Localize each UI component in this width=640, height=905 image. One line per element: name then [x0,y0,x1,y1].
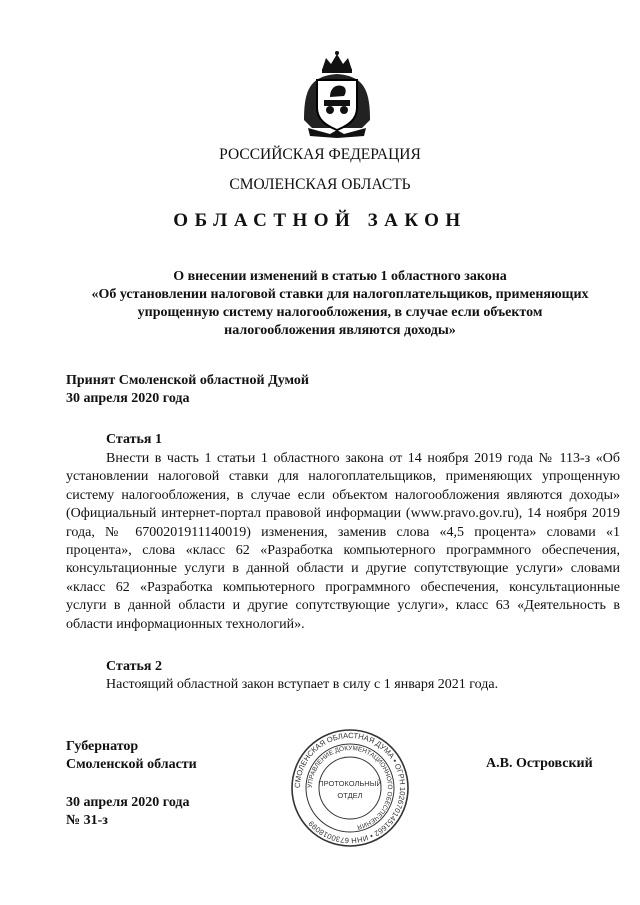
subject-line: «Об установлении налоговой ставки для налогоплательщиков, применяющих [91,287,589,302]
signatory-name: А.В. Островский [486,756,593,771]
stamp-ring-text: СМОЛЕНСКАЯ ОБЛАСТНАЯ ДУМА • ОГРН 1026701451662 • ИНН 6730018099 [292,730,408,846]
stamp-center-line: ОТДЕЛ [337,791,363,800]
stamp-inner-ring-text: УПРАВЛЕНИЕ ДОКУМЕНТАЦИОННОГО ОБЕСПЕЧЕНИЯ [306,744,394,831]
article-2-text: Настоящий областной закон вступает в силу с 1 января 2021 года. [106,677,499,692]
article-1-text: Внести в часть 1 статьи 1 областного закона от 14 ноября 2019 года № 113-з «Об установлении налоговой ставки для налогоплательщиков, применяющих упрощенную систему налогообложения, в случае если объектом налогообложения являются доходы» (Официальный интернет-портал правовой информации (www.pravo.gov.ru), 14 ноября 2019 года, № 6700201911140019) изменения, заменив слова «4,5 процента» словами «1 процента», слова «класс 62 «Разработка компьютерного программного обеспечения, консультационные услуги в данной области и другие сопутствующие услуги» словами «класс 62 «Разработка компьютерного программного обеспечения, консультационные услуги в данной области и другие сопутствующие услуги», класс 63 «Деятельность в области информационных технологий». [66,451,620,632]
signatory-title-line: Смоленской области [66,757,197,772]
adoption-date: 30 апреля 2020 года [66,391,190,406]
signatory-title [66,738,197,774]
law-subject [60,268,620,340]
adoption-line: Принят Смоленской областной Думой [66,373,309,388]
region-heading: СМОЛЕНСКАЯ ОБЛАСТЬ [229,176,411,193]
law-date: 30 апреля 2020 года [66,795,190,810]
subject-line: О внесении изменений в статью 1 областного закона [173,269,507,284]
article-1-heading: Статья 1 [106,432,162,447]
subject-line: упрощенную систему налогообложения, в случае если объектом [137,305,543,320]
law-number: № 31-з [66,813,108,828]
official-stamp [290,728,410,848]
law-date-number [66,794,190,830]
country-heading: РОССИЙСКАЯ ФЕДЕРАЦИЯ [219,146,421,163]
article-2-heading: Статья 2 [106,659,162,674]
coat-of-arms-icon [300,50,374,138]
stamp-center-line: ПРОТОКОЛЬНЫЙ [318,779,382,788]
document-type-title: ОБЛАСТНОЙ ЗАКОН [173,210,467,231]
signatory-title-line: Губернатор [66,739,139,754]
subject-line: налогообложения являются доходы» [224,323,456,338]
adoption-info [66,372,309,408]
